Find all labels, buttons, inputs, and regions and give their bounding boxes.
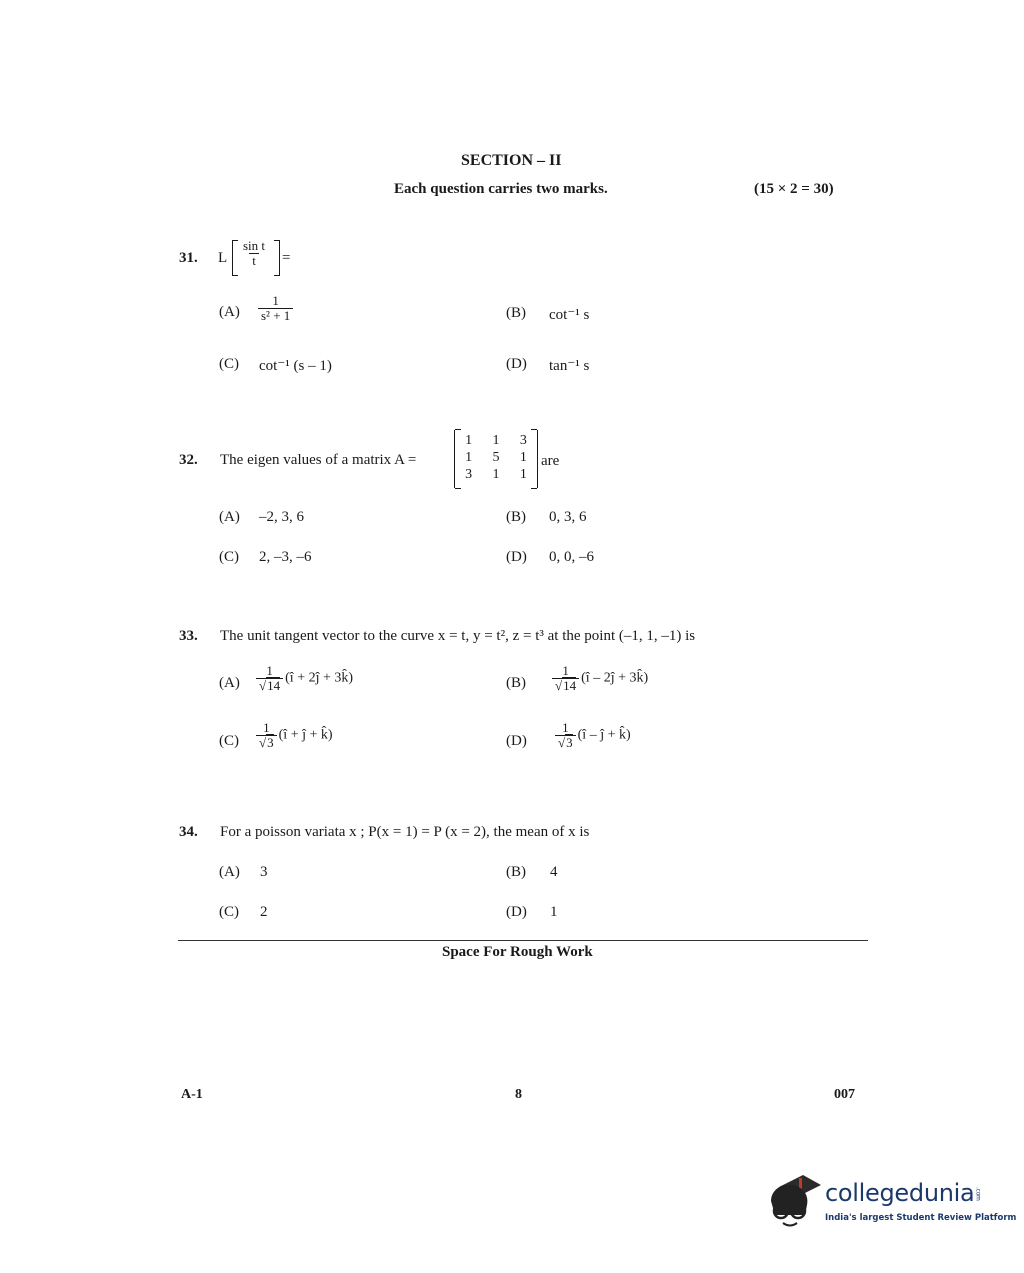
matrix-cell: 3 — [465, 467, 473, 482]
question-number: 34. — [179, 824, 198, 840]
option-text: tan⁻¹ s — [549, 358, 590, 374]
question-text: The eigen values of a matrix A = — [220, 452, 417, 468]
vector-expression: (î + 2ĵ + 3k̂) — [285, 670, 354, 686]
option-label: (D) — [506, 733, 527, 749]
matrix-cell: 1 — [519, 450, 527, 465]
option-text: 2, –3, –6 — [259, 549, 312, 565]
fraction-numerator: sin t — [243, 238, 266, 253]
question-number: 33. — [179, 628, 198, 644]
option-text: 4 — [550, 864, 558, 880]
vector-expression: (î – ĵ + k̂) — [577, 727, 631, 743]
radicand: 3 — [267, 734, 274, 750]
option-label: (A) — [219, 304, 240, 320]
option-label: (B) — [506, 305, 526, 321]
question-text: For a poisson variata x ; P(x = 1) = P (x = 2), the mean of x is — [220, 824, 590, 840]
matrix-cell: 3 — [519, 433, 527, 448]
fraction-denominator: t — [249, 253, 259, 268]
option-text: 1 — [550, 904, 558, 920]
option-text: –2, 3, 6 — [259, 509, 304, 525]
option-label: (D) — [506, 356, 527, 372]
logo-name: collegedunia — [825, 1179, 975, 1207]
option-label: (C) — [219, 356, 239, 372]
matrix-cell: 1 — [465, 433, 473, 448]
vector-expression: (î – 2ĵ + 3k̂) — [581, 670, 649, 686]
matrix-cell: 5 — [492, 450, 500, 465]
radicand: 14 — [563, 677, 577, 693]
option-label: (C) — [219, 904, 239, 920]
option-text: cot⁻¹ s — [549, 307, 590, 323]
page-number: 8 — [515, 1087, 522, 1102]
fraction-numerator: 1 — [266, 663, 273, 678]
logo-tagline: India's largest Student Review Platform — [825, 1213, 1017, 1223]
matrix-a — [454, 430, 538, 488]
option-label: (D) — [506, 549, 527, 565]
option-label: (C) — [219, 733, 239, 749]
logo-suffix: .com — [974, 1187, 982, 1201]
option-a-expression: $\frac{1}{√14}$ (î + 2ĵ + 3k̂) — [254, 664, 353, 692]
option-label: (A) — [219, 509, 240, 525]
collegedunia-logo — [765, 1165, 1017, 1235]
fraction-numerator: 1 — [562, 720, 569, 735]
fraction-numerator: 1 — [562, 663, 569, 678]
vector-expression: (î + ĵ + k̂) — [278, 727, 333, 743]
radicand: 14 — [267, 677, 281, 693]
fraction-numerator: 1 — [263, 720, 270, 735]
matrix-cell: 1 — [465, 450, 473, 465]
option-d-expression: $\frac{1}{√3}$ (î – ĵ + k̂) — [553, 721, 631, 749]
option-label: (C) — [219, 549, 239, 565]
option-a-fraction — [256, 294, 295, 322]
equals-sign: = — [282, 250, 291, 266]
marks-summary: (15 × 2 = 30) — [754, 181, 834, 197]
matrix-cell: 1 — [519, 467, 527, 482]
option-text: 3 — [260, 864, 268, 880]
logo-wordmark — [825, 1179, 981, 1207]
footer-code: A-1 — [181, 1087, 203, 1102]
option-text: 0, 0, –6 — [549, 549, 594, 565]
matrix-cell: 1 — [492, 433, 500, 448]
question-suffix: are — [541, 453, 560, 469]
divider-line — [178, 940, 868, 941]
option-label: (A) — [219, 675, 240, 691]
student-mascot-icon — [765, 1165, 823, 1235]
section-title: SECTION – II — [461, 152, 562, 169]
option-text: cot⁻¹ (s – 1) — [259, 358, 332, 374]
option-label: (D) — [506, 904, 527, 920]
option-label: (B) — [506, 864, 526, 880]
option-text: 2 — [260, 904, 268, 920]
fraction-numerator: 1 — [272, 293, 279, 308]
option-label: (B) — [506, 509, 526, 525]
question-number: 31. — [179, 250, 198, 266]
question-text: The unit tangent vector to the curve x = t, y = t², z = t³ at the point (–1, 1, –1) is — [220, 628, 696, 644]
option-b-expression: $\frac{1}{√14}$ (î – 2ĵ + 3k̂) — [550, 664, 648, 692]
rough-work-label: Space For Rough Work — [442, 944, 593, 960]
fraction-denominator: s² + 1 — [258, 308, 293, 323]
option-text: 0, 3, 6 — [549, 509, 587, 525]
matrix-cell: 1 — [492, 467, 500, 482]
question-number: 32. — [179, 452, 198, 468]
radicand: 3 — [566, 734, 573, 750]
instruction-text: Each question carries two marks. — [394, 181, 608, 197]
option-label: (B) — [506, 675, 526, 691]
option-c-expression: $\frac{1}{√3}$ (î + ĵ + k̂) — [254, 721, 333, 749]
option-label: (A) — [219, 864, 240, 880]
laplace-operator: L — [218, 250, 228, 266]
footer-series: 007 — [834, 1087, 855, 1102]
